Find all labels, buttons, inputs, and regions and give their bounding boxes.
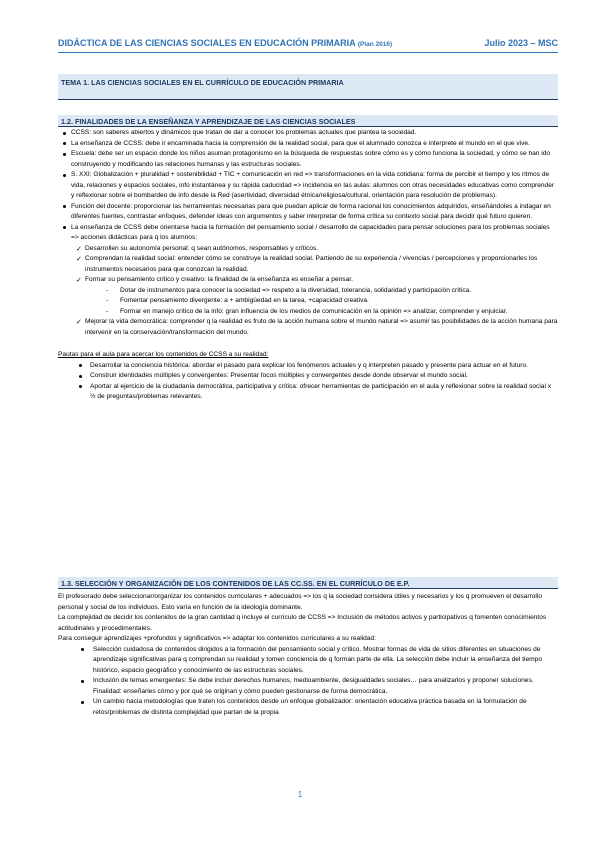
list-item: S. XXI: Globalización + pluralidad + sostenibilidad + TIC + comunicación en red => transformaciones en la vida cotidiana: forma de percibir el tiempo y los ritmos de vida, relaciones y espacios sociales, info instantánea y su rápida caducidad => incidencia en las aulas: alumnos con otras necesidades educativas como comprender y reflexionar sobre el bombardeo de info desde la Red (asertividad, diversidad étnica/religiosa/cultural, orientación para resolución de problemas). (58, 170, 558, 202)
paragraph: Para conseguir aprendizajes +profundos y significativos => adaptar los contenidos curriculares a su realidad: (58, 635, 376, 642)
paragraph: La complejidad de decidir los contenidos de la gran cantidad q incluye el currículo de CCSS => Inclusión de métodos activos y participativos q fomenten conocimientos actitudinales y procedimentales. (58, 614, 547, 632)
critical-thinking-sublist (58, 286, 558, 318)
capacities-checklist-end (58, 317, 558, 338)
paragraph: El profesorado debe seleccionar/organizar los contenidos curriculares + adecuados => los q la sociedad considera útiles y necesarios y los q promueven el desarrollo personal y social de los individuos. Esto varía en función de la ideología dominante. (58, 593, 542, 611)
page-number: 1 (297, 790, 303, 799)
section-2-heading: 1.3. SELECCIÓN Y ORGANIZACIÓN DE LOS CONTENIDOS DE LAS CC.SS. EN EL CURRÍCULO DE E.P. (58, 577, 558, 589)
header-title (58, 38, 392, 48)
section-1-bullets (58, 128, 558, 244)
list-item: Un cambio hacia metodologías que traten los contenidos desde un enfoque globalizador: orientación educativa práctica basada en la formulación de retos/problemas de distinta complejidad que partan de la propia (58, 697, 558, 718)
list-item: CCSS: son saberes abiertos y dinámicos que tratan de dar a conocer los problemas actuales que plantea la sociedad. (58, 128, 558, 139)
list-item: Selección cuidadosa de contenidos dirigidos a la formación del pensamiento social y crítico. Mostrar formas de vida de sitios diferentes en situaciones de aprendizaje significativas para q comprendan su realidad y tomen conciencia de q forman parte de ella. La selección debe incluir la enseñanza del tiempo histórico, espacio geográfico y conocimiento de las estructuras sociales. (58, 645, 558, 677)
list-item: Desarrollar la conciencia histórica: abordar el pasado para explicar los fenómenos actuales y q interpreten pasado y presente para actuar en el futuro. (58, 361, 558, 372)
dash-item: - Dotar de instrumentos para conocer la sociedad => respeto a la diversidad, tolerancia, solidaridad y participación crítica. (106, 286, 558, 297)
check-item: ✓ Formar su pensamiento crítico y creativo: la finalidad de la enseñanza es enseñar a pensar. (68, 275, 558, 286)
check-item: ✓ Comprendan la realidad social: entender cómo se construye la realidad social. Partiendo de su experiencia / vivencias / percepciones y proporcionarles los instrumentos necesarios para que conozcan la realidad. (68, 254, 558, 275)
list-item: Aportar al ejercicio de la ciudadanía democrática, participativa y crítica: ofrecer herramientas de participación en el aula y reflexionar sobre la realidad social x ½ de preguntas/problemas relevantes. (58, 382, 558, 403)
page-header (58, 38, 558, 53)
header-date: Julio 2023 – MSC (484, 38, 558, 48)
check-item: ✓ Desarrollen su autonomía personal: q sean autónomos, responsables y críticos. (68, 244, 558, 255)
header-title-text: DIDÁCTICA DE LAS CIENCIAS SOCIALES EN EDUCACIÓN PRIMARIA (58, 38, 356, 48)
dash-item: - Formar en manejo crítico de la info: gran influencia de los medios de comunicación en la opinión => analizar, comprender y enjuiciar. (106, 307, 558, 318)
header-plan: (Plan 2016) (357, 41, 393, 48)
pautas-list (58, 361, 558, 403)
list-item: Función del docente: proporcionar las herramientas necesarias para que puedan aplicar de forma racional los conocimientos adquiridos, enseñándoles a indagar en diferentes fuentes, contrastar enfoques, defender ideas con argumentos y saber interpretar de forma crítica su contexto social para decidir qué futuro quieren. (58, 202, 558, 223)
section-1-body (58, 128, 558, 403)
list-item: Construir identidades múltiples y convergentes: Presentar focos múltiples y convergentes desde donde observar el mundo social. (58, 371, 558, 382)
section-2-body (58, 592, 558, 718)
section-1-heading: 1.2. FINALIDADES DE LA ENSEÑANZA Y APRENDIZAJE DE LAS CIENCIAS SOCIALES (58, 115, 558, 127)
capacities-checklist (58, 244, 558, 286)
list-item: Inclusión de temas emergentes: Se debe incluir derechos humanos, medioambiente, desigualdades sociales… para analizarlos y proponer soluciones. Finalidad: enseñarles cómo y por qué se originan y cómo pueden gestionarse de forma democrática. (58, 676, 558, 697)
list-item: La enseñanza de CCSS: debe ir encaminada hacia la comprensión de la realidad social, para que el alumnado conozca e interprete el mundo en el que vive. (58, 139, 558, 150)
list-item: Escuela: debe ser un espacio donde los niños asuman protagonismo en la búsqueda de respuestas sobre cómo es y cómo funciona la sociedad, y cómo se han ido construyendo y modificando las relaciones humanas y las estructuras sociales. (58, 149, 558, 170)
pautas-title: Pautas para el aula para acercar los contenidos de CCSS a su realidad: (58, 351, 269, 358)
list-item: La enseñanza de CCSS debe orientarse hacia la formación del pensamiento social / desarrollo de capacidades para pensar soluciones para los problemas sociales => acciones didácticas para q los alumnos: (58, 223, 558, 244)
section-2-bullets (58, 645, 558, 719)
check-item: ✓ Mejorar la vida democrática: comprender q la realidad es fruto de la acción humana sobre el mundo natural => asumir las posibilidades de la acción humana para intervenir en la conservación/transformación del mundo. (68, 317, 558, 338)
tema-banner: TEMA 1. LAS CIENCIAS SOCIALES EN EL CURRÍCULO DE EDUCACIÓN PRIMARIA (58, 74, 558, 100)
dash-item: - Fomentar pensamiento divergente: a + ambigüedad en la tarea, +capacidad creativa. (106, 296, 558, 307)
